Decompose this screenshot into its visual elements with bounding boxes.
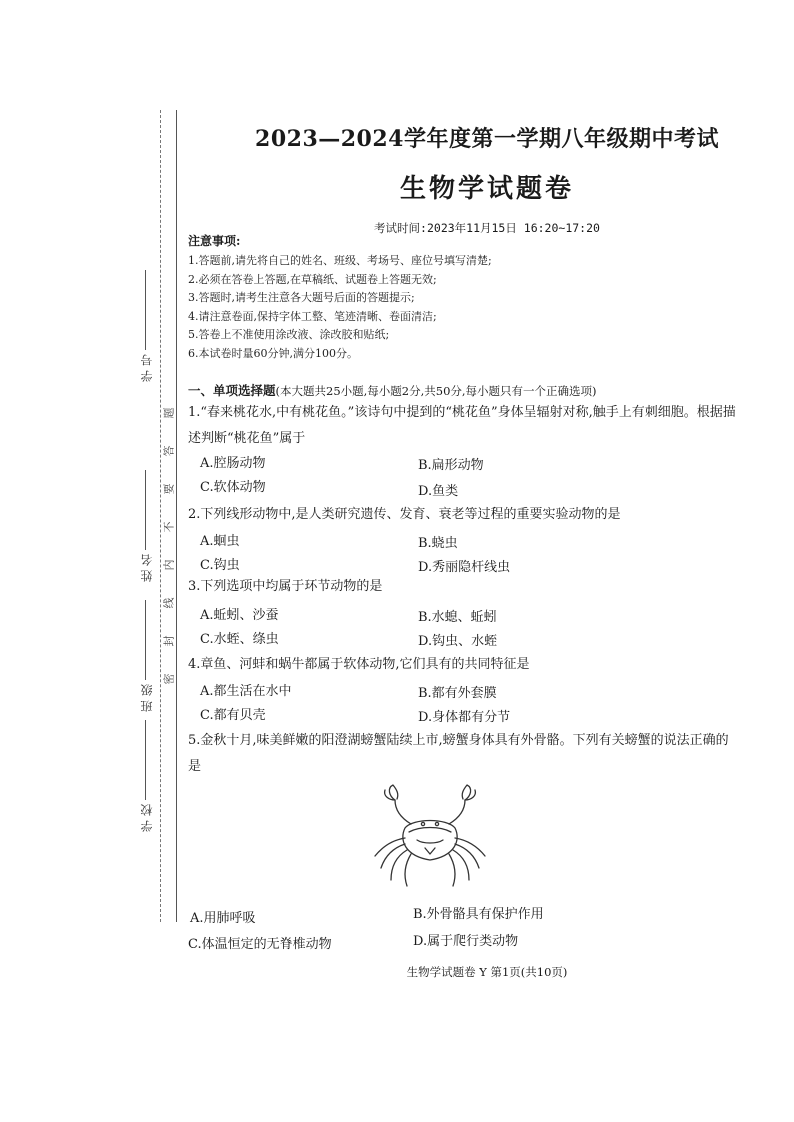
seal-line-text — [163, 405, 174, 687]
question-2 — [188, 502, 738, 528]
option-c[interactable]: C.软体动物 — [200, 480, 266, 495]
notes-item: 4.请注意卷面,保持字体工整、笔迹清晰、卷面清洁; — [188, 309, 437, 323]
question-stem: 1.“春来桃花水,中有桃花鱼。”该诗句中提到的“桃花鱼”身体呈辐射对称,触手上有刺细胞。根据描述判断“桃花鱼”属于 — [188, 405, 736, 446]
binding-solid-line — [176, 110, 177, 922]
option-d[interactable]: D.属于爬行类动物 — [413, 934, 519, 949]
notes-item: 6.本试卷时量60分钟,满分100分。 — [188, 346, 358, 360]
option-d[interactable]: D.鱼类 — [418, 484, 459, 499]
option-c[interactable]: C.体温恒定的无脊椎动物 — [188, 937, 332, 952]
option-b[interactable]: B.蛲虫 — [418, 536, 458, 551]
option-c[interactable]: C.水蛭、绦虫 — [200, 632, 279, 647]
seal-char: 答 — [162, 445, 176, 457]
question-stem: 2.下列线形动物中,是人类研究遗传、发育、衰老等过程的重要实验动物的是 — [188, 507, 621, 522]
option-b[interactable]: B.都有外套膜 — [418, 686, 497, 701]
page-footer: 生物学试题卷 Y 第1页(共10页) — [406, 965, 568, 979]
class-field: 班级 — [138, 600, 155, 712]
option-b[interactable]: B.水螅、蚯蚓 — [418, 610, 497, 625]
option-a[interactable]: A.蛔虫 — [200, 534, 240, 549]
option-b[interactable]: B.外骨骼具有保护作用 — [413, 907, 544, 922]
section-title: 一、单项选择题 — [188, 383, 276, 398]
option-b[interactable]: B.扁形动物 — [418, 458, 484, 473]
seal-char: 线 — [162, 597, 176, 609]
question-stem: 3.下列选项中均属于环节动物的是 — [188, 579, 383, 594]
exam-title: 2023—2024学年度第一学期八年级期中考试 — [255, 126, 719, 152]
binding-dashed-line — [160, 110, 161, 922]
question-3 — [188, 574, 738, 600]
student-name-field: 姓名 — [138, 470, 155, 582]
seal-char: 密 — [162, 673, 176, 685]
question-5 — [188, 728, 738, 780]
exam-subject: 生物学试题卷 — [399, 174, 574, 204]
seal-char: 封 — [162, 635, 176, 647]
notes-item: 2.必须在答卷上答题,在草稿纸、试题卷上答题无效; — [188, 272, 437, 286]
section-rule: (本大题共25小题,每小题2分,共50分,每小题只有一个正确选项) — [275, 384, 597, 398]
question-1 — [188, 400, 738, 452]
option-a[interactable]: A.用肺呼吸 — [190, 911, 256, 926]
seal-char: 不 — [162, 521, 176, 533]
option-a[interactable]: A.都生活在水中 — [200, 684, 292, 699]
student-number-field: 学号 — [138, 270, 155, 382]
question-stem: 5.金秋十月,味美鲜嫩的阳澄湖螃蟹陆续上市,螃蟹身体具有外骨骼。下列有关螃蟹的说法正确的是 — [188, 733, 729, 774]
question-stem: 4.章鱼、河蚌和蜗牛都属于软体动物,它们具有的共同特征是 — [188, 657, 530, 672]
option-c[interactable]: C.钩虫 — [200, 558, 240, 573]
exam-time: 考试时间:2023年11月15日 16:20~17:20 — [374, 221, 600, 235]
seal-char: 题 — [162, 407, 176, 419]
school-field: 学校 — [138, 720, 155, 832]
option-d[interactable]: D.钩虫、水蛭 — [418, 634, 498, 649]
notes-item: 5.答卷上不准使用涂改液、涂改胶和贴纸; — [188, 328, 390, 341]
option-d[interactable]: D.身体都有分节 — [418, 710, 511, 725]
notes-item: 3.答题时,请考生注意各大题号后面的答题提示; — [188, 291, 415, 304]
option-d[interactable]: D.秀丽隐杆线虫 — [418, 560, 511, 575]
section-heading — [188, 381, 768, 399]
option-a[interactable]: A.蚯蚓、沙蚕 — [200, 608, 279, 623]
notes-heading: 注意事项: — [188, 234, 241, 248]
crab-illustration — [365, 782, 495, 894]
notes-item: 1.答题前,请先将自己的姓名、班级、考场号、座位号填写清楚; — [188, 254, 492, 267]
option-a[interactable]: A.腔肠动物 — [200, 456, 266, 471]
seal-char: 内 — [162, 559, 176, 571]
notes-block — [188, 232, 748, 363]
option-c[interactable]: C.都有贝壳 — [200, 708, 266, 723]
question-4 — [188, 652, 738, 678]
seal-char: 要 — [162, 483, 176, 495]
